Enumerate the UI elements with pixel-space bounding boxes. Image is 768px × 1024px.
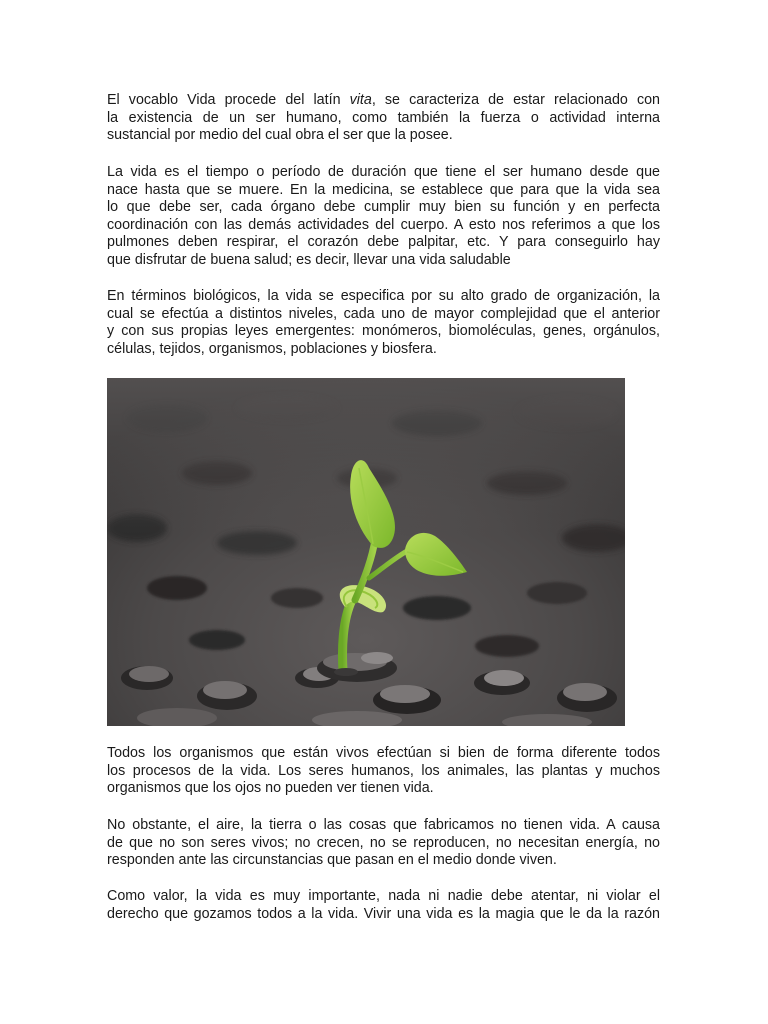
italic-word: vita: [349, 92, 372, 108]
text-line: pulmones deben respirar, el corazón debe palpitar, etc. Y para conseguirlo hay: [107, 234, 660, 251]
text-line: de que no son seres vivos; no crecen, no se reproducen, no necesitan energía, no: [107, 834, 660, 851]
text-line: células, tejidos, organismos, poblaciones y biosfera.: [107, 340, 437, 357]
text-line: Todos los organismos que están vivos efectúan si bien de forma diferente todos: [107, 745, 660, 761]
text-line: sustancial por medio del cual obra el ser que la posee.: [107, 127, 453, 144]
text-line: En términos biológicos, la vida se especifica por su alto grado de organización, la: [107, 288, 660, 304]
text-line: No obstante, el aire, la tierra o las cosas que fabricamos no tienen vida. A causa: [107, 817, 660, 833]
text-line: cual se efectúa a distintos niveles, cada uno de mayor complejidad que el anterior: [107, 305, 660, 322]
paragraph-6: [107, 888, 660, 923]
text-line: nace hasta que se muere. En la medicina, se establece que para que la vida sea: [107, 181, 660, 198]
text-line: coordinación con las demás actividades del cuerpo. A esto nos referimos a que los: [107, 216, 660, 233]
seedling-image: [107, 378, 625, 726]
seedling-photo: [107, 378, 625, 726]
paragraph-3: [107, 288, 660, 358]
text-line: y con sus propias leyes emergentes: monómeros, biomoléculas, genes, orgánulos,: [107, 323, 660, 340]
paragraph-5: [107, 817, 660, 870]
text-line: derecho que gozamos todos a la vida. Vivir una vida es la magia que le da la razón: [107, 905, 660, 922]
text-line: la existencia de un ser humano, como también la fuerza o actividad interna: [107, 109, 660, 126]
text-line: El vocablo Vida procede del latín vita, se caracteriza de estar relacionado con: [107, 92, 660, 108]
paragraph-4: [107, 745, 660, 798]
paragraph-2: [107, 164, 660, 270]
text-line: Como valor, la vida es muy importante, nada ni nadie debe atentar, ni violar el: [107, 888, 660, 904]
text-line: responden ante las circunstancias que pasan en el medio donde viven.: [107, 852, 557, 869]
paragraph-1: [107, 92, 660, 145]
text-line: que disfrutar de buena salud; es decir, llevar una vida saludable: [107, 251, 511, 268]
text-line: los procesos de la vida. Los seres humanos, los animales, las plantas y muchos: [107, 762, 660, 779]
text-line: lo que debe ser, cada órgano debe cumplir muy bien su función y en perfecta: [107, 199, 660, 216]
text-line: organismos que los ojos no pueden ver tienen vida.: [107, 780, 434, 797]
text-line: La vida es el tiempo o período de duración que tiene el ser humano desde que: [107, 164, 660, 180]
